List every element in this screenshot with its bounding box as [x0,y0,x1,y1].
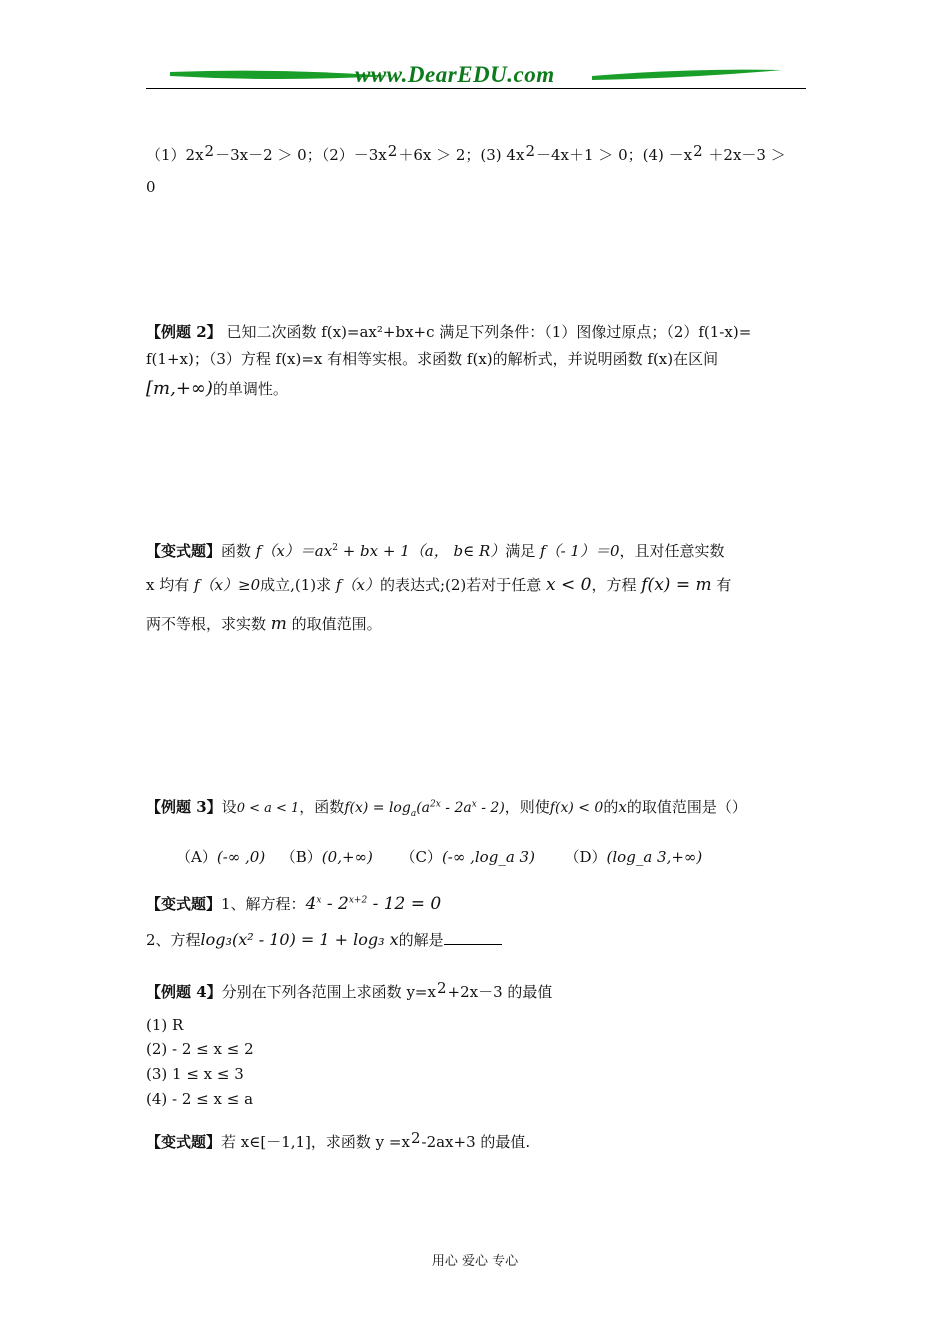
ex4-line1: 【例题 4】分别在下列各范围上求函数 $y=x^2+2x-3$ 的最值 [146,979,553,1001]
ex2-label: 【例题 2】 [146,323,222,341]
answer-blank [444,930,502,945]
ex1-line1: $(1)2x^2-3x-2 > 0$；$(2)-3x^2+6x > 2$；(3) $4x^2-4x+1 > 0$；$(4) -x^2 +2x-3$ ＞ [146,142,786,164]
ex4-item-4: (4) - 2 ≤ x ≤ a [146,1090,254,1108]
ex3-options [176,848,702,866]
var1-line1: 【变式题】函数 $f(x)=ax^2$ + bx + 1（a， b∈ R）满足 f（- 1）＝0，且对任意实数 [146,542,725,560]
var3-label: 【变式题】 [146,1133,222,1151]
ex4-item-1: (1) R [146,1016,184,1034]
ex2-line1: 【例题 2】 已知二次函数 f(x)=ax²+bx+c 满足下列条件：（1）图像过原点；（2）f(1-x)= [146,323,752,341]
ex3-label: 【例题 3】 [146,798,222,816]
ex4-item-3: (3) 1 ≤ x ≤ 3 [146,1065,244,1083]
ex4-label: 【例题 4】 [146,983,222,1001]
site-logo: www.DearEDU.com [355,62,555,87]
ex2-line3: [m,+∞)的单调性。 [146,378,288,399]
ex4-item-2: (2) - 2 ≤ x ≤ 2 [146,1040,254,1058]
header-swoosh-right [592,68,782,82]
option-a: （A）(-∞ ,0) [176,848,266,866]
var2-line2: 2、方程log₃(x² - 10) = 1 + log₃ x的解是 [146,930,502,949]
option-b: （B）(0,+∞) [280,848,373,866]
var2-label: 【变式题】 [146,895,222,913]
page-footer: 用心 爱心 专心 [431,1254,519,1269]
var1-line2: x 均有 f（x）≥0成立,(1)求 f（x）的表达式;(2)若对于任意 x < 0，方程 f(x) = m 有 [146,575,732,595]
var1-label: 【变式题】 [146,542,222,560]
var2-line1: 【变式题】1、解方程：$4^x - 2^{x+2} - 12 = 0$ [146,894,442,914]
ex3-line1: 【例题 3】设0 < a < 1，函数$f(x) = \log_a(a^{2x} - 2a^x - 2)$，则使f(x) < 0的x的取值范围是（） [146,798,747,819]
header-rule [146,88,806,89]
ex2-line2: f(1+x)；（3）方程 f(x)=x 有相等实根。求函数 f(x)的解析式，并说明函数 f(x)在区间 [146,350,719,368]
var3-line1: 【变式题】若 x∈[－1,1]，求函数 $y =x^2-2ax+3$ 的最值. [146,1129,531,1151]
option-d: （D）(log_a 3,+∞) [564,848,703,866]
ex1-line2: 0 [146,178,156,196]
var1-line3: 两不等根，求实数 m 的取值范围。 [146,614,382,634]
option-c: （C）(-∞ ,log_a 3) [400,848,535,866]
